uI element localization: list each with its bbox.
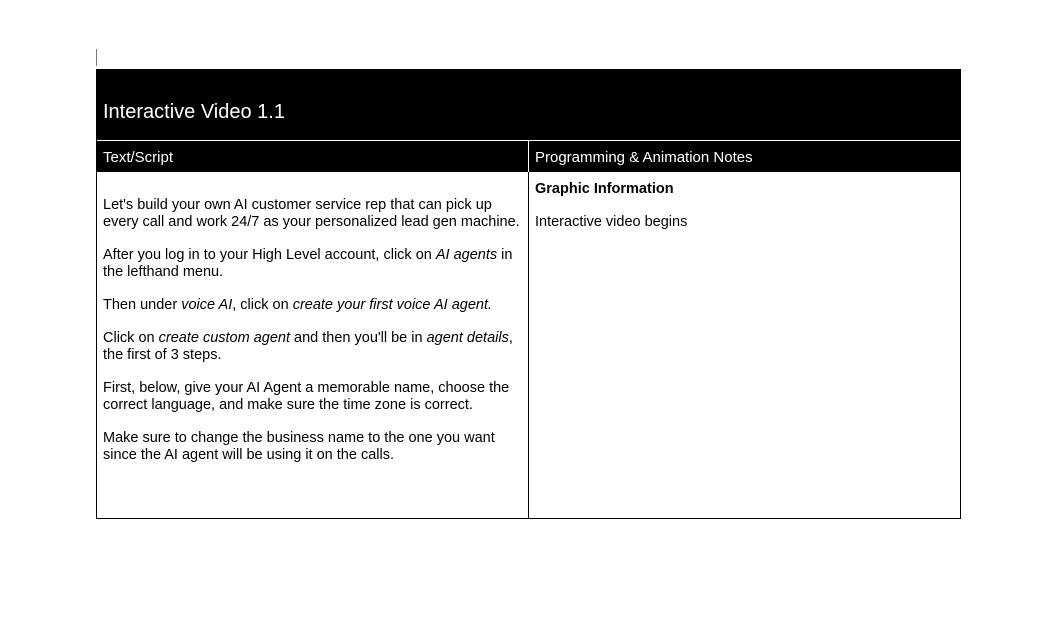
script-table [96, 69, 961, 519]
script-text: Then under [103, 297, 182, 313]
script-paragraph [103, 247, 523, 281]
script-paragraph: First, below, give your AI Agent a memorable name, choose the correct language, and make sure the time zone is correct. [103, 380, 510, 413]
script-emphasis: AI agents [435, 247, 498, 263]
script-paragraph [103, 297, 523, 314]
script-text: and then you'll be in [290, 330, 427, 346]
table-title[interactable]: Interactive Video 1.1 [103, 101, 285, 123]
script-emphasis: agent details [426, 330, 509, 346]
script-paragraph [103, 330, 523, 364]
table-header-row [97, 141, 960, 172]
script-text: Click on [103, 330, 159, 346]
column-divider [528, 172, 529, 518]
script-paragraph: Make sure to change the business name to the one you want since the AI agent will be using it on the calls. [103, 430, 495, 463]
table-title-row [97, 70, 960, 140]
script-emphasis: create your first voice AI agent. [292, 297, 493, 313]
column-header-text-script[interactable]: Text/Script [103, 149, 174, 166]
script-text: in the lefthand menu. [103, 247, 513, 280]
script-paragraph: Let's build your own AI customer service rep that can pick up every call and work 24/7 as your personalized lead gen machine. [103, 197, 520, 230]
script-text: , the first of 3 steps. [103, 330, 513, 363]
notes-heading: Graphic Information [535, 181, 674, 197]
notes-cell[interactable] [535, 181, 955, 231]
script-cell[interactable] [103, 197, 523, 480]
script-text: , click on [232, 297, 293, 313]
script-emphasis: voice AI [181, 297, 233, 313]
script-emphasis: create custom agent [158, 330, 290, 346]
column-header-programming-notes[interactable]: Programming & Animation Notes [535, 149, 753, 166]
notes-text: Interactive video begins [535, 214, 688, 230]
script-text: After you log in to your High Level account, click on [103, 247, 436, 263]
header-divider [528, 141, 529, 172]
text-cursor [96, 49, 97, 66]
